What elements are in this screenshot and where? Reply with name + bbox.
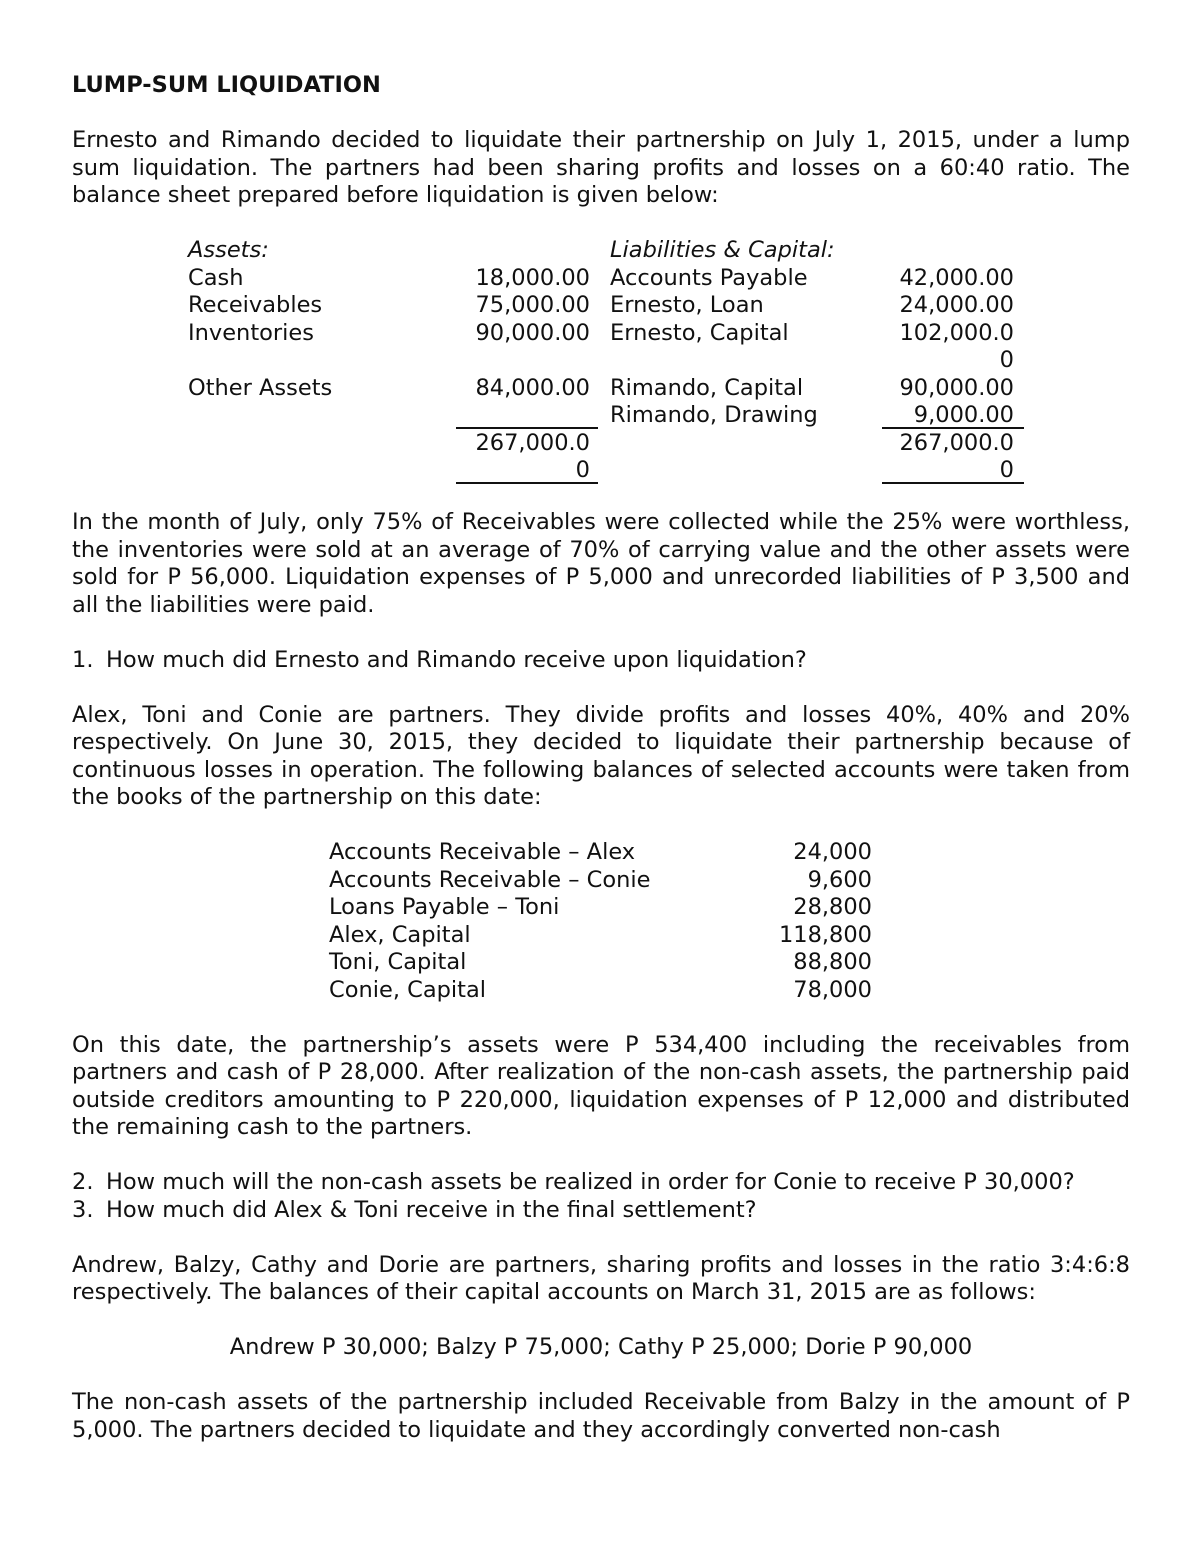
- intro-paragraph: Ernesto and Rimando decided to liquidate their partnership on July 1, 2015, under a lump sum liquidation. The partners had been sharing profits and losses on a 60:40 ratio. The balance sheet prepared before liquidation is given below:: [72, 127, 1130, 208]
- question-number: 2.: [72, 1169, 94, 1195]
- account-label: Alex, Capital: [329, 921, 471, 948]
- capitals-line: Andrew P 30,000; Balzy P 75,000; Cathy P 25,000; Dorie P 90,000: [229, 1334, 973, 1360]
- liability-amount-wrap: 0: [999, 347, 1014, 373]
- balance-sheet: [72, 237, 1130, 485]
- asset-label: Other Assets: [188, 374, 333, 401]
- asset-label: Cash: [188, 264, 244, 291]
- liability-amount: 42,000.00: [899, 264, 1014, 291]
- paragraph-realization: In the month of July, only 75% of Receivables were collected while the 25% were worthless, the inventories were sold at an average of 70% of carrying value and the other assets were sold for P 56,000. Liquidation expenses of P 5,000 and unrecorded liabilities of P 3,500 and all the liabilities were paid.: [72, 509, 1130, 618]
- liabilities-total: 267,000.0: [899, 429, 1014, 456]
- assets-total-rule: [456, 482, 598, 484]
- page-title: LUMP-SUM LIQUIDATION: [72, 72, 381, 98]
- assets-total-wrap: 0: [575, 457, 590, 483]
- selected-accounts-table: [72, 839, 1130, 1004]
- assets-total: 267,000.0: [475, 429, 590, 456]
- account-label: Toni, Capital: [329, 949, 467, 975]
- liabilities-total-wrap: 0: [999, 457, 1014, 483]
- asset-amount: 90,000.00: [475, 319, 590, 346]
- liability-label: Rimando, Capital: [610, 374, 804, 401]
- account-label: Loans Payable – Toni: [329, 894, 560, 920]
- account-amount: 24,000: [793, 839, 872, 865]
- account-label: Accounts Receivable – Alex: [329, 839, 636, 865]
- question-text: How much did Ernesto and Rimando receive upon liquidation?: [106, 646, 807, 673]
- asset-amount: 18,000.00: [475, 264, 590, 291]
- paragraph-alex-toni-conie: Alex, Toni and Conie are partners. They divide profits and losses 40%, 40% and 20% respectively. On June 30, 2015, they decided to liquidate their partnership because of continuous losses in operation. The following balances of selected accounts were taken from the books of the partnership on this date:: [72, 701, 1130, 810]
- account-amount: 28,800: [793, 894, 872, 920]
- question-text: How much will the non-cash assets be realized in order for Conie to receive P 30,000?: [106, 1169, 1075, 1195]
- question-2: [72, 1169, 1130, 1197]
- asset-label: Receivables: [188, 292, 323, 318]
- account-amount: 88,800: [793, 949, 872, 975]
- question-1: [72, 647, 1130, 675]
- liabilities-header: Liabilities & Capital:: [610, 237, 835, 263]
- liability-label: Rimando, Drawing: [610, 402, 818, 428]
- paragraph-andrew-balzy: Andrew, Balzy, Cathy and Dorie are partners, sharing profits and losses in the ratio 3:4:6:8 respectively. The balances of their capital accounts on March 31, 2015 are as follows:: [72, 1251, 1130, 1305]
- asset-label: Inventories: [188, 319, 314, 346]
- document-page: [72, 72, 1130, 1444]
- liability-label: Ernesto, Loan: [610, 292, 764, 318]
- liability-amount: 24,000.00: [899, 292, 1014, 318]
- account-amount: 118,800: [778, 921, 872, 948]
- liability-amount: 9,000.00: [913, 402, 1014, 428]
- account-label: Conie, Capital: [329, 976, 487, 1003]
- liability-label: Ernesto, Capital: [610, 319, 789, 346]
- question-3: [72, 1197, 1130, 1225]
- liability-label: Accounts Payable: [610, 264, 808, 291]
- question-number: 3.: [72, 1196, 94, 1223]
- liabilities-total-rule: [882, 482, 1024, 484]
- asset-amount: 75,000.00: [475, 292, 590, 318]
- account-label: Accounts Receivable – Conie: [329, 866, 651, 893]
- asset-amount: 84,000.00: [475, 374, 590, 401]
- question-text: How much did Alex & Toni receive in the final settlement?: [106, 1196, 757, 1223]
- liability-amount: 90,000.00: [899, 374, 1014, 401]
- paragraph-non-cash-assets: The non-cash assets of the partnership included Receivable from Balzy in the amount of P 5,000. The partners decided to liquidate and they accordingly converted non-cash: [72, 1389, 1130, 1443]
- account-amount: 78,000: [793, 976, 872, 1003]
- question-number: 1.: [72, 646, 94, 673]
- liability-amount: 102,000.0: [899, 319, 1014, 346]
- assets-header: Assets:: [188, 237, 269, 263]
- account-amount: 9,600: [807, 866, 872, 893]
- paragraph-partnership-assets: On this date, the partnership’s assets were P 534,400 including the receivables from partners and cash of P 28,000. After realization of the non-cash assets, the partnership paid outside creditors amounting to P 220,000, liquidation expenses of P 12,000 and distributed the remaining cash to the partners.: [72, 1031, 1130, 1140]
